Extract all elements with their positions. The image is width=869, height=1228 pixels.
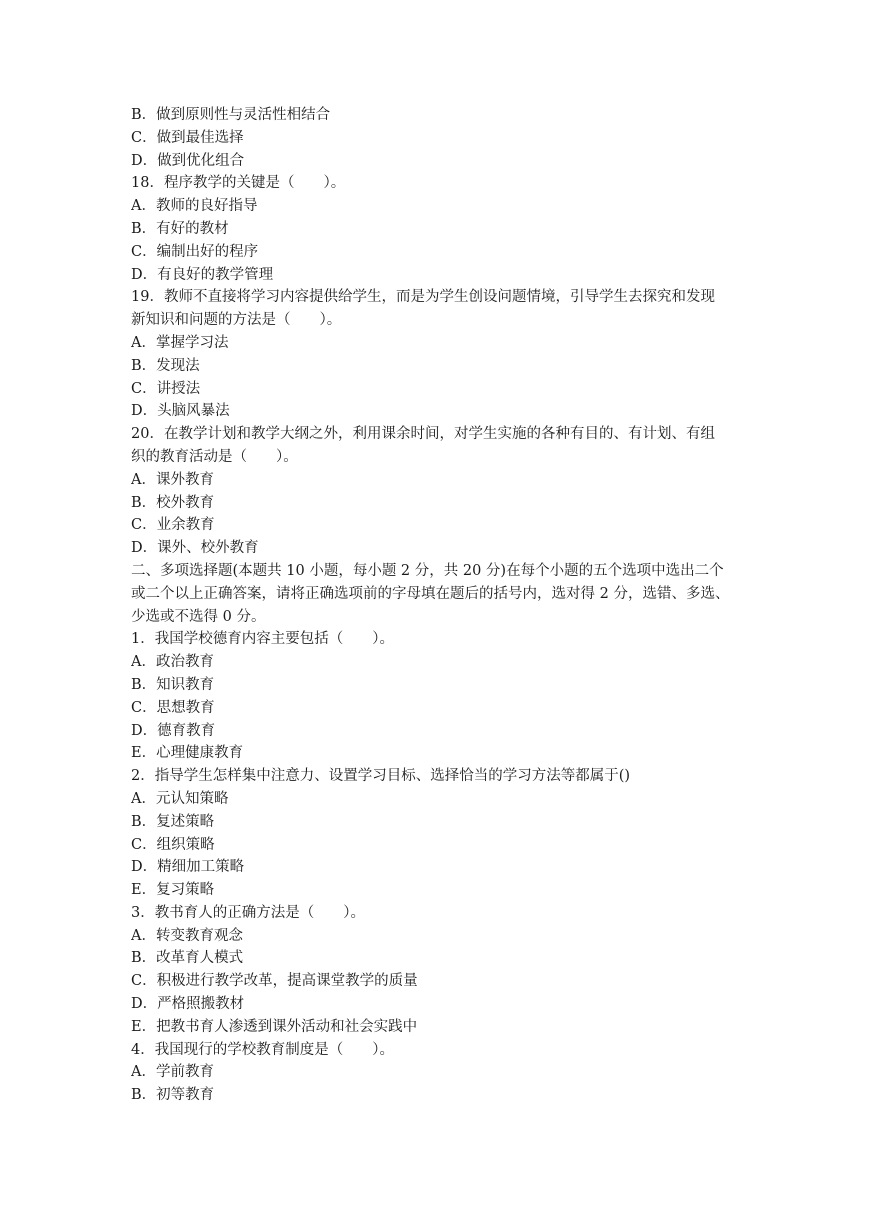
question-line: 1．我国学校德育内容主要包括（ ）。 xyxy=(131,631,394,648)
text-line: D．做到优化组合 xyxy=(131,152,245,169)
option-line: B．校外教育 xyxy=(131,494,215,511)
question-line: 织的教育活动是（ ）。 xyxy=(131,448,298,465)
question-line: 4．我国现行的学校教育制度是（ ）。 xyxy=(131,1041,394,1058)
option-line: B．发现法 xyxy=(131,357,200,374)
option-line: B．有好的教材 xyxy=(131,220,229,237)
text-line: B．做到原则性与灵活性相结合 xyxy=(131,107,331,123)
option-line: E．心理健康教育 xyxy=(131,745,244,762)
option-line: A．学前教育 xyxy=(131,1064,214,1081)
option-line: B．知识教育 xyxy=(131,676,215,693)
option-line: A．课外教育 xyxy=(131,471,214,488)
text-line: C．做到最佳选择 xyxy=(131,129,244,146)
option-line: C．思想教育 xyxy=(131,699,215,716)
option-line: C．编制出好的程序 xyxy=(131,243,259,260)
question-line: 20．在教学计划和教学大纲之外，利用课余时间，对学生实施的各种有目的、有计划、有组 xyxy=(131,426,715,443)
option-line: D．德育教育 xyxy=(131,722,216,739)
question-line: 3．教书育人的正确方法是（ ）。 xyxy=(131,904,365,921)
option-line: A．元认知策略 xyxy=(131,790,229,807)
question-line: 2．指导学生怎样集中注意力、设置学习目标、选择恰当的学习方法等都属于() xyxy=(131,768,631,785)
option-line: B．改革育人模式 xyxy=(131,950,244,967)
option-line: C．业余教育 xyxy=(131,517,215,534)
option-line: C．组织策略 xyxy=(131,836,215,853)
option-line: D．精细加工策略 xyxy=(131,859,245,876)
question-line: 19．教师不直接将学习内容提供给学生，而是为学生创设问题情境，引导学生去探究和发现 xyxy=(131,289,715,306)
option-line: C．讲授法 xyxy=(131,380,201,397)
question-line: 新知识和问题的方法是（ ）。 xyxy=(131,312,342,329)
section-heading: 少选或不选得 0 分。 xyxy=(131,608,266,625)
section-heading: 或二个以上正确答案，请将正确选项前的字母填在题后的括号内，选对得 2 分，选错、多选、 xyxy=(131,585,730,602)
option-line: A．教师的良好指导 xyxy=(131,198,258,215)
option-line: E．复习策略 xyxy=(131,882,215,899)
question-line: 18．程序教学的关键是（ ）。 xyxy=(131,175,346,192)
document-page xyxy=(131,104,741,1107)
option-line: B．复述策略 xyxy=(131,813,215,830)
section-heading: 二、多项选择题(本题共 10 小题，每小题 2 分，共 20 分)在每个小题的五个选项中选出二个 xyxy=(131,562,724,579)
option-line: A．掌握学习法 xyxy=(131,334,229,351)
option-line: D．有良好的教学管理 xyxy=(131,266,274,283)
option-line: D．严格照搬教材 xyxy=(131,996,245,1013)
option-line: A．转变教育观念 xyxy=(131,927,243,944)
option-line: C．积极进行教学改革，提高课堂教学的质量 xyxy=(131,973,418,990)
option-line: D．课外、校外教育 xyxy=(131,540,259,557)
option-line: E．把教书育人渗透到课外活动和社会实践中 xyxy=(131,1018,418,1035)
option-line: B．初等教育 xyxy=(131,1087,215,1104)
option-line: D．头脑风暴法 xyxy=(131,403,230,420)
option-line: A．政治教育 xyxy=(131,654,214,671)
